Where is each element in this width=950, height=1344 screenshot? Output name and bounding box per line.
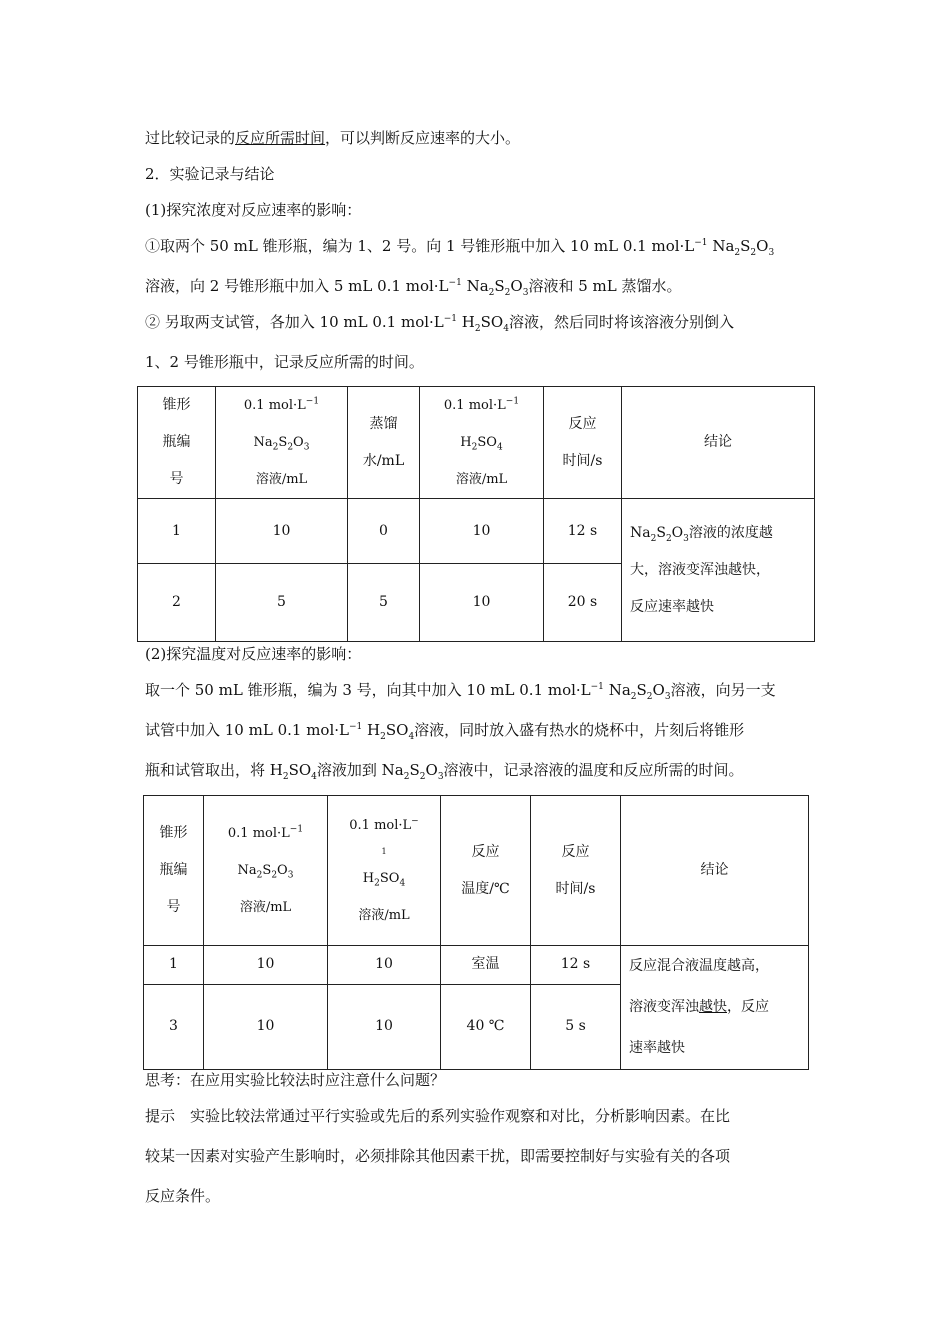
cell-flask: 3 <box>144 984 204 1069</box>
hint-line2: 较某一因素对实验产生影响时，必须排除其他因素干扰，即需要控制好与实验有关的各项 <box>145 1147 731 1165</box>
header-flask: 锥形 瓶编 号 <box>144 796 204 946</box>
cell-conclusion: $Na_2S_2O_3$溶液的浓度越 大，溶液变浑浊越快， 反应速率越快 <box>622 499 815 642</box>
cell-flask: 1 <box>144 946 204 985</box>
cell-na2s2o3: 5 <box>216 564 348 642</box>
cell-na2s2o3: 10 <box>216 499 348 564</box>
cell-water: 0 <box>348 499 420 564</box>
table-header-row <box>138 387 815 499</box>
header-time: 反应 时间/s <box>544 387 622 499</box>
part1-title: (1)探究浓度对反应速率的影响： <box>145 201 362 219</box>
cell-time: 12 s <box>544 499 622 564</box>
cell-na2s2o3: 10 <box>204 984 328 1069</box>
cell-temperature: 室温 <box>441 946 531 985</box>
header-h2so4: 0.1 $mol\cdot L^{-1}$ $H_2SO_4$ 溶液/mL <box>420 387 544 499</box>
header-na2s2o3: 0.1 $mol\cdot L^{-1}$ $Na_2S_2O_3$ 溶液/mL <box>216 387 348 499</box>
part1-step1-line2: 溶液，向 2 号锥形瓶中加入 5 mL 0.1 $mol\cdot L^{-1}$ $Na_2S_2O_3$溶液和 5 mL 蒸馏水。 <box>145 277 682 298</box>
cell-time: 12 s <box>531 946 621 985</box>
cell-h2so4: 10 <box>328 946 441 985</box>
part2-line2: 试管中加入 10 mL 0.1 $mol\cdot L^{-1}$ $H_2SO_4$溶液，同时放入盛有热水的烧杯中，片刻后将锥形 <box>145 721 745 742</box>
header-na2s2o3: 0.1 $mol\cdot L^{-1}$ $Na_2S_2O_3$ 溶液/mL <box>204 796 328 946</box>
hint-line3: 反应条件。 <box>145 1187 221 1205</box>
header-conclusion: 结论 <box>621 796 809 946</box>
table-row <box>138 499 815 564</box>
table-row <box>144 946 809 985</box>
section-title: 2．实验记录与结论 <box>145 165 275 183</box>
header-time: 反应 时间/s <box>531 796 621 946</box>
part2-title: (2)探究温度对反应速率的影响： <box>145 645 362 663</box>
cell-time: 5 s <box>531 984 621 1069</box>
part1-step2-line2: 1、2 号锥形瓶中，记录反应所需的时间。 <box>145 353 424 371</box>
header-water: 蒸馏 水/mL <box>348 387 420 499</box>
temperature-table <box>143 795 809 1070</box>
header-temperature: 反应 温度/℃ <box>441 796 531 946</box>
cell-conclusion: 反应混合液温度越高， 溶液变浑浊越快，反应 速率越快 <box>621 946 809 1070</box>
concentration-table <box>137 386 815 642</box>
part1-step2-line1: ② 另取两支试管，各加入 10 mL 0.1 $mol\cdot L^{-1}$ $H_2SO_4$溶液，然后同时将该溶液分别倒入 <box>145 313 734 334</box>
part1-step1-line1: ①取两个 50 mL 锥形瓶，编为 1、2 号。向 1 号锥形瓶中加入 10 mL 0.1 $mol\cdot L^{-1}$ $Na_2S_2O_3$ <box>145 237 775 258</box>
hint-line1: 提示 实验比较法常通过平行实验或先后的系列实验作观察和对比，分析影响因素。在比 <box>145 1107 731 1125</box>
cell-h2so4: 10 <box>420 564 544 642</box>
cell-temperature: 40 ℃ <box>441 984 531 1069</box>
think-question: 思考：在应用实验比较法时应注意什么问题？ <box>145 1071 446 1089</box>
cell-time: 20 s <box>544 564 622 642</box>
cell-flask: 1 <box>138 499 216 564</box>
cell-h2so4: 10 <box>328 984 441 1069</box>
part2-line3: 瓶和试管取出，将 $H_2SO_4$溶液加到 $Na_2S_2O_3$溶液中，记录溶液的温度和反应所需的时间。 <box>145 761 744 782</box>
header-h2so4: 0.1 mol·L− 1 $H_2SO_4$ 溶液/mL <box>328 796 441 946</box>
header-conclusion: 结论 <box>622 387 815 499</box>
cell-na2s2o3: 10 <box>204 946 328 985</box>
cell-h2so4: 10 <box>420 499 544 564</box>
cell-flask: 2 <box>138 564 216 642</box>
intro-line: 过比较记录的反应所需时间，可以判断反应速率的大小。 <box>145 129 521 147</box>
header-flask: 锥形 瓶编 号 <box>138 387 216 499</box>
part2-line1: 取一个 50 mL 锥形瓶，编为 3 号，向其中加入 10 mL 0.1 $mol\cdot L^{-1}$ $Na_2S_2O_3$溶液，向另一支 <box>145 681 776 702</box>
table-header-row <box>144 796 809 946</box>
cell-water: 5 <box>348 564 420 642</box>
underlined-answer: 反应所需时间 <box>235 129 326 147</box>
